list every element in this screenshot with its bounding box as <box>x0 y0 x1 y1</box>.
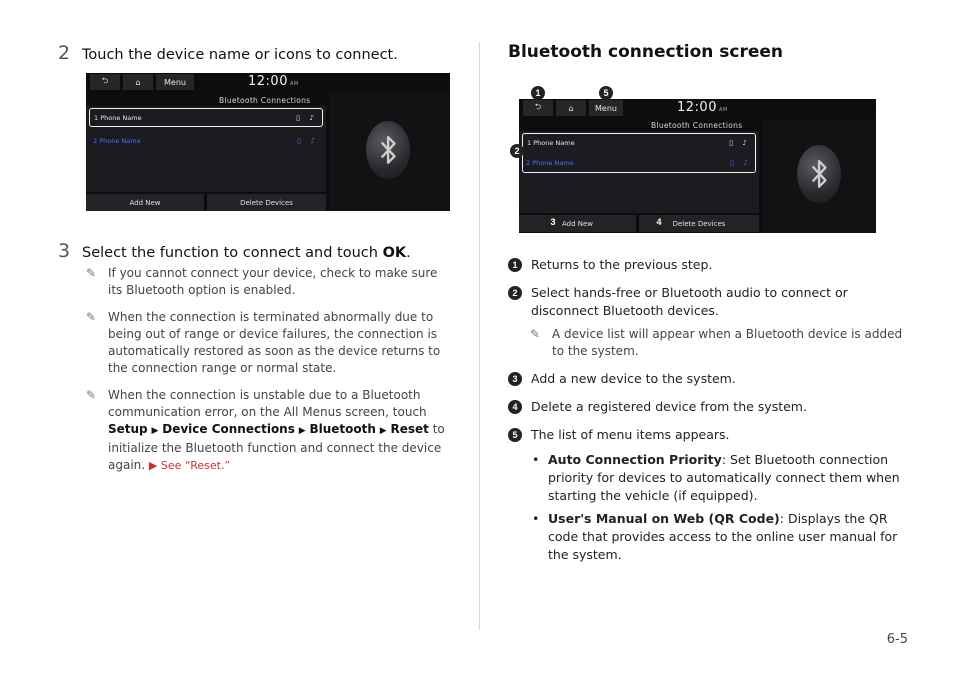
bullet-term: User's Manual on Web (QR Code) <box>548 511 780 526</box>
item-text: Delete a registered device from the system. <box>531 399 807 414</box>
step-text: Touch the device name or icons to connect. <box>82 47 398 63</box>
callout-1: 1 <box>531 86 545 100</box>
bullet-icon: • <box>532 452 540 467</box>
step-2 <box>58 42 458 64</box>
home-icon: ⌂ <box>568 103 574 113</box>
arrow-icon: ▶ <box>379 426 387 436</box>
step-text-pre: Select the function to connect and touch <box>82 245 383 261</box>
notes <box>86 265 450 484</box>
back-button[interactable] <box>523 100 553 116</box>
screen-title: Bluetooth Connections <box>219 96 311 105</box>
home-icon: ⌂ <box>135 77 141 87</box>
step-text-post: . <box>406 245 411 261</box>
bullet-text <box>548 510 908 564</box>
clock-ampm: AM <box>718 107 728 113</box>
step-text <box>82 245 411 261</box>
bluetooth-icon <box>807 158 831 190</box>
note-icon: ✎ <box>530 327 541 341</box>
device-name: Phone Name <box>99 136 141 145</box>
clock <box>677 100 728 115</box>
callout-3: 3 <box>546 215 560 229</box>
note-text: When the connection is terminated abnormally due to being out of range or device failures, the connection is automatically restored as soon as the device returns to the connection range or normal state. <box>108 310 441 375</box>
callout-5: 5 <box>599 86 613 100</box>
bullet-desc: : Displays the QR code that provides access to the online user manual for the system. <box>548 511 898 562</box>
clock-time: 12:00 <box>248 74 288 89</box>
bluetooth-logo <box>366 121 410 179</box>
item-number: 3 <box>508 372 522 386</box>
bullet-term: Auto Connection Priority <box>548 452 722 467</box>
phone-icon[interactable]: ▯ <box>296 113 300 122</box>
add-new-button[interactable]: Add New <box>519 215 636 232</box>
see-reference-link[interactable] <box>149 459 230 472</box>
device-index: 1 <box>527 139 532 147</box>
column-divider <box>479 42 480 630</box>
note <box>86 387 450 474</box>
bluetooth-logo <box>797 145 841 203</box>
bullet-icon: • <box>532 511 540 526</box>
item-text: The list of menu items appears. <box>531 427 730 442</box>
bluetooth-icon <box>376 134 400 166</box>
note-text: A device list will appear when a Bluetooth device is added to the system. <box>552 327 903 358</box>
item-number: 2 <box>508 286 522 300</box>
device-list <box>86 106 326 192</box>
note-icon: ✎ <box>86 266 97 280</box>
path-reset: Reset <box>390 422 429 436</box>
note <box>530 326 908 360</box>
audio-icon[interactable]: ♪ <box>742 139 747 147</box>
device-name: Phone Name <box>532 158 574 167</box>
device-name: Phone Name <box>100 113 142 122</box>
menu-button[interactable] <box>589 100 623 116</box>
back-button[interactable] <box>90 74 120 90</box>
list-item <box>508 370 908 388</box>
callout-4: 4 <box>652 215 666 229</box>
device-list <box>519 131 759 213</box>
arrow-icon: ▶ <box>298 426 306 436</box>
audio-icon[interactable]: ♪ <box>310 136 315 145</box>
delete-devices-button[interactable]: Delete Devices <box>639 215 759 232</box>
back-icon: ⮌ <box>534 102 542 111</box>
item-text: Add a new device to the system. <box>531 371 736 386</box>
bullet-item <box>532 451 908 505</box>
phone-icon[interactable]: ▯ <box>730 158 734 167</box>
list-item <box>508 426 908 444</box>
note-icon: ✎ <box>86 310 97 324</box>
home-button[interactable] <box>556 100 586 116</box>
note <box>86 265 450 299</box>
item-text: Select hands-free or Bluetooth audio to connect or disconnect Bluetooth devices. <box>531 285 848 318</box>
bluetooth-screen-left <box>86 73 450 211</box>
section-title: Bluetooth connection screen <box>508 42 784 62</box>
audio-icon[interactable]: ♪ <box>743 158 748 167</box>
see-reference-text: See “Reset.” <box>160 459 231 472</box>
menu-button[interactable] <box>156 74 194 90</box>
device-name: Phone Name <box>533 139 575 147</box>
device-row-2[interactable] <box>522 153 756 172</box>
page-number: 6-5 <box>886 632 908 647</box>
device-index: 2 <box>526 158 531 167</box>
see-arrow-icon: ▶ <box>148 459 158 472</box>
clock <box>248 74 299 89</box>
note-text-post: to initialize the Bluetooth function and connect the device again. <box>108 422 445 472</box>
device-index: 2 <box>93 136 98 145</box>
path-device-connections: Device Connections <box>162 422 295 436</box>
note <box>86 309 450 377</box>
home-button[interactable] <box>123 74 153 90</box>
callout-2: 2 <box>510 144 524 158</box>
arrow-icon: ▶ <box>151 426 159 436</box>
bullet-text <box>548 451 908 505</box>
delete-devices-button[interactable]: Delete Devices <box>207 194 326 211</box>
device-row-2[interactable] <box>89 131 323 150</box>
note-text <box>108 387 450 474</box>
phone-icon[interactable]: ▯ <box>729 139 733 147</box>
menu-label: Menu <box>595 103 617 113</box>
device-row-1[interactable] <box>89 108 323 127</box>
bluetooth-panel <box>762 119 876 233</box>
menu-label: Menu <box>164 77 186 87</box>
device-index: 1 <box>94 113 99 122</box>
clock-time: 12:00 <box>677 100 717 115</box>
bullet-desc: : Set Bluetooth connection priority for devices to automatically connect them when starting the vehicle (if equipped). <box>548 452 900 503</box>
back-icon: ⮌ <box>101 76 109 85</box>
screen-title: Bluetooth Connections <box>651 121 743 130</box>
bluetooth-panel <box>329 93 450 211</box>
step-number: 2 <box>58 42 71 64</box>
left-column <box>58 42 458 64</box>
item-number: 1 <box>508 258 522 272</box>
add-new-button[interactable]: Add New <box>86 194 204 211</box>
item-number: 4 <box>508 400 522 414</box>
path-setup: Setup <box>108 422 148 436</box>
phone-icon[interactable]: ▯ <box>297 136 301 145</box>
list-item <box>508 284 908 320</box>
note-icon: ✎ <box>86 388 97 402</box>
list-item <box>508 256 908 274</box>
ok-label: OK <box>382 245 407 261</box>
note-text-pre: When the connection is unstable due to a Bluetooth communication error, on the All Menus screen, touch <box>108 388 427 419</box>
clock-ampm: AM <box>289 81 299 87</box>
step-3 <box>58 240 458 262</box>
right-column <box>508 42 908 62</box>
list-item <box>508 398 908 416</box>
item-number: 5 <box>508 428 522 442</box>
audio-icon[interactable]: ♪ <box>309 113 314 122</box>
path-bluetooth: Bluetooth <box>309 422 376 436</box>
item-text: Returns to the previous step. <box>531 257 713 272</box>
bluetooth-screen-right <box>519 99 876 233</box>
note-text: If you cannot connect your device, check to make sure its Bluetooth option is enabled. <box>108 266 438 297</box>
bullet-item <box>532 510 908 564</box>
legend-list <box>508 256 908 572</box>
step-number: 3 <box>58 240 71 262</box>
